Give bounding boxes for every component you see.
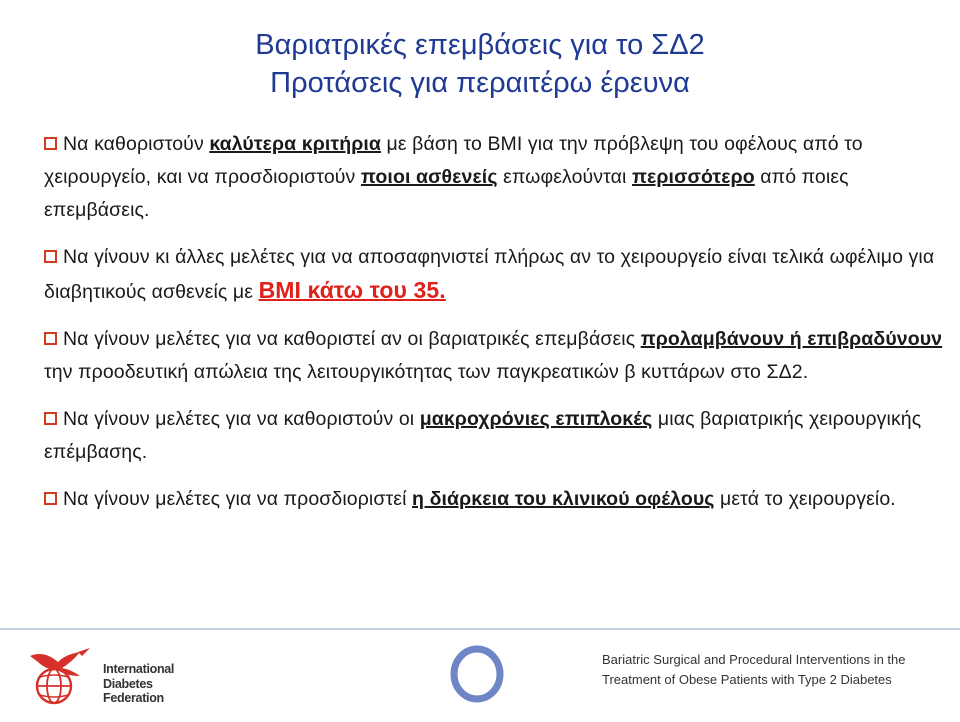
idf-bird-globe-icon bbox=[28, 640, 92, 712]
bullet-text: από ποιες επεμβάσεις. bbox=[44, 166, 849, 221]
emphasis-text: περισσότερο bbox=[632, 166, 755, 188]
bullet-list bbox=[44, 128, 944, 530]
bullet-item-1 bbox=[44, 128, 944, 227]
bullet-item-4 bbox=[44, 403, 944, 469]
document-title bbox=[602, 650, 952, 690]
document-title-line-1: Bariatric Surgical and Procedural Interventions in the bbox=[602, 652, 906, 667]
blue-circle-icon bbox=[447, 644, 507, 704]
org-name-line: International bbox=[103, 662, 175, 676]
checkbox-bullet-icon bbox=[44, 492, 57, 505]
bullet-text: επωφελούνται bbox=[497, 166, 632, 188]
idf-wordmark bbox=[103, 662, 174, 706]
bullet-text: την προοδευτική απώλεια της λειτουργικότητας των παγκρεατικών β κυττάρων στο ΣΔ2. bbox=[44, 361, 809, 383]
emphasis-text-red: ΒΜΙ κάτω του 35. bbox=[258, 277, 446, 303]
bullet-text: Να γίνουν μελέτες για να καθοριστούν οι bbox=[63, 408, 420, 430]
bullet-text: μιας βαριατρικής χειρουργικής επέμβασης. bbox=[44, 408, 922, 463]
title-line-2: Προτάσεις για περαιτέρω έρευνα bbox=[270, 67, 690, 99]
bullet-item-2 bbox=[44, 241, 944, 309]
bullet-item-5 bbox=[44, 483, 944, 516]
checkbox-bullet-icon bbox=[44, 412, 57, 425]
org-name-line: Federation bbox=[103, 691, 164, 705]
emphasis-text: καλύτερα κριτήρια bbox=[209, 133, 381, 155]
org-name-line: Diabetes bbox=[103, 676, 153, 691]
emphasis-text: μακροχρόνιες επιπλοκές bbox=[419, 408, 653, 430]
emphasis-text: η διάρκεια του κλινικού οφέλους bbox=[412, 488, 715, 510]
checkbox-bullet-icon bbox=[44, 137, 57, 150]
bullet-text: Να γίνουν κι άλλες μελέτες για να αποσαφηνιστεί πλήρως αν το χειρουργείο είναι τελικά ωφέλιμο για διαβητικούς ασθενείς με bbox=[44, 246, 935, 303]
title-line-1: Βαριατρικές επεμβάσεις για το ΣΔ2 bbox=[255, 29, 705, 61]
footer-bar bbox=[0, 628, 960, 722]
bullet-item-3 bbox=[44, 323, 944, 389]
bullet-text: Να καθοριστούν bbox=[63, 133, 210, 155]
emphasis-text: ποιοι ασθενείς bbox=[360, 166, 498, 188]
checkbox-bullet-icon bbox=[44, 250, 57, 263]
bullet-text: Να γίνουν μελέτες για να καθοριστεί αν οι βαριατρικές επεμβάσεις bbox=[63, 328, 641, 350]
document-title-line-2: Treatment of Obese Patients with Type 2 Diabetes bbox=[602, 672, 892, 687]
checkbox-bullet-icon bbox=[44, 332, 57, 345]
bullet-text: Να γίνουν μελέτες για να προσδιοριστεί bbox=[63, 488, 413, 510]
emphasis-text: προλαμβάνουν ή επιβραδύνουν bbox=[640, 328, 943, 350]
slide-title bbox=[0, 26, 960, 102]
bullet-text: μετά το χειρουργείο. bbox=[714, 488, 896, 510]
bullet-text: με βάση το ΒΜΙ για την πρόβλεψη του οφέλους από το χειρουργείο, και να προσδιοριστούν bbox=[44, 133, 863, 188]
